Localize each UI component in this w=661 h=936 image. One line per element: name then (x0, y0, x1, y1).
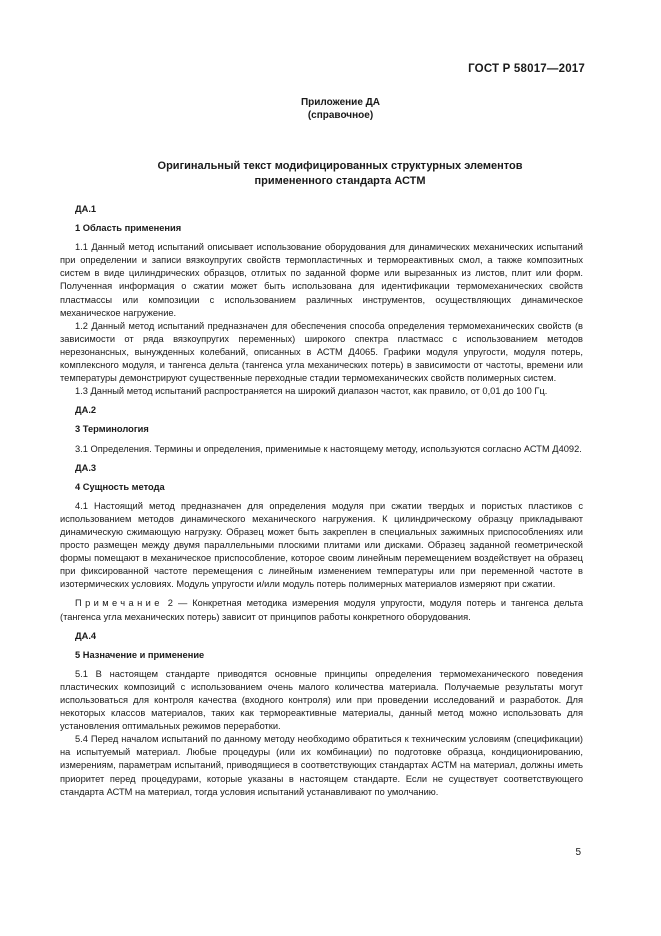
section-label-da4: ДА.4 (75, 630, 97, 641)
paragraph-1-2: 1.2 Данный метод испытаний предназначен для обеспечения способа определения термомеханических свойств (в зависимости от ряда вязкоупругих переменных) широкого спектра пластмасс с использованием методов нерезонансных, вынужденных колебаний, описанных в АСТМ Д4065. Графики модуля упругости, модуля потерь, комплексного модуля, и тангенса дельта (тангенса угла механических потерь) в зависимости от частоты, времени или температуры демонстрируют существенные переходные стадии термомеханических свойств полимерных систем. (60, 320, 583, 384)
paragraph-5-4: 5.4 Перед началом испытаний по данному методу необходимо обратиться к техническим условиям (спецификации) на испытуемый материал. Любые процедуры (или их комбинации) по подготовке образца, кондиционированию, измерениям, параметрам испытаний, приводящиеся в соответствующих стандартах АСТМ на материал, должны иметь приоритет перед процедурами, которые указаны в настоящем стандарте. Если не существует соответствующего стандарта АСТМ на материал, тогда условия испытаний устанавливают по умолчанию. (60, 734, 583, 797)
note-prefix: Примечание (75, 598, 163, 609)
appendix-heading (0, 96, 661, 122)
main-title-line-2: примененного стандарта АСТМ (254, 174, 426, 187)
section-heading-terminology: 3 Терминология (75, 424, 149, 435)
section-heading-scope: 1 Область применения (75, 223, 182, 234)
paragraph-5-1: 5.1 В настоящем стандарте приводятся основные принципы определения термомеханического поведения пластических композиций с использованием очень малого количества материала. Получаемые результаты могут использоваться для контроля качества (входного контроля) или при проведении исследований и разработок. Для некоторых классов материалов, таких как термореактивные материалы, данный метод можно использовать для установления оптимальных режимов переработки. (60, 668, 583, 732)
paragraph-1-1: 1.1 Данный метод испытаний описывает использование оборудования для динамических механических испытаний при определении и записи вязкоупругих свойств термопластичных и термореактивных смол, а также композитных систем в виде цилиндрических образцов, отлитых по заданной форме или вырезанных из листов, плит или форм. Полученная информация о сжатии может быть использована для идентификации термомеханических свойств пластмассы или композиции с использованием различных инструментов, осуществляющих динамическое механическое нагружение. (60, 242, 583, 318)
section-label-da3: ДА.3 (75, 462, 97, 473)
document-body (60, 203, 583, 799)
section-label-da1: ДА.1 (75, 204, 97, 214)
section-heading-purpose: 5 Назначение и применение (75, 649, 205, 660)
appendix-subtitle: (справочное) (307, 110, 374, 121)
paragraph-1-3: 1.3 Данный метод испытаний распространяется на широкий диапазон частот, как правило, от 0,01 до 100 Гц. (75, 386, 548, 397)
document-code: ГОСТ Р 58017—2017 (468, 63, 585, 75)
note-text: 2 — Конкретная методика измерения модуля упругости, модуля потерь и тангенса дельта (тангенса угла механических потерь) зависит от принципов работы конкретного оборудования. (60, 598, 583, 622)
page-number: 5 (575, 847, 581, 858)
note-2 (60, 597, 583, 623)
appendix-title: Приложение ДА (300, 97, 381, 108)
paragraph-4-1: 4.1 Настоящий метод предназначен для определения модуля при сжатии твердых и пористых пластиков с использованием методов динамического механического нагружения. К цилиндрическому образцу прикладывают динамическую сжимающую нагрузку. Образец может быть закреплен в специальных зажимных приспособлениях или просто размещен между двумя параллельными плоскими плитами или дисками. Образец заданной геометрической формы помещают в механическое приспособление, которое своим линейным перемещением воздействует на образец при фиксированной частоте перемещения с линейным изменением температуры или при переменной частоте в изотермических условиях. Модуль упругости и/или модуль потерь полимерных материалов измеряют при сжатии. (60, 500, 583, 590)
paragraph-3-1: 3.1 Определения. Термины и определения, применимые к настоящему методу, используются согласно АСТМ Д4092. (75, 443, 582, 454)
section-heading-method-essence: 4 Сущность метода (75, 481, 165, 492)
main-title-line-1: Оригинальный текст модифицированных структурных элементов (157, 160, 523, 172)
section-label-da2: ДА.2 (75, 405, 97, 416)
main-title (60, 159, 620, 188)
